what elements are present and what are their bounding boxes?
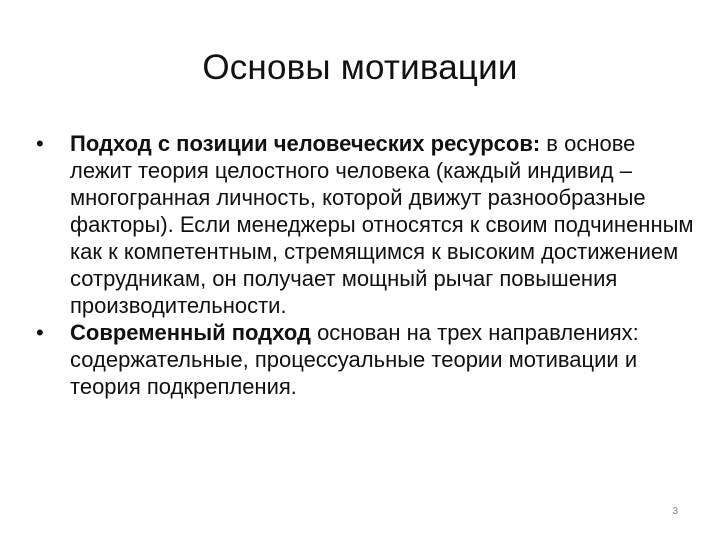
bullet-term: Современный подход (70, 320, 311, 345)
bullet-item-human-resources (36, 130, 696, 319)
slide-number: 3 (672, 506, 678, 517)
bullet-text: в основе лежит теория целостного человека (каждый индивид – многогранная личность, которой движут разнообразные факторы). Если менеджеры относятся к своим подчиненным как к компетентным, стремящимся к высоким достижением сотрудникам, он получает мощный рычаг повышения производительности. (70, 131, 694, 318)
slide-title: Основы мотивации (202, 48, 518, 87)
bullet-marker: • (36, 131, 44, 156)
bullet-term: Подход с позиции человеческих ресурсов: (70, 131, 541, 156)
bullet-list (36, 130, 696, 400)
bullet-item-modern-approach (36, 319, 696, 400)
bullet-marker: • (36, 320, 44, 345)
bullet-text: основан на трех направлениях: содержательные, процессуальные теории мотивации и теория подкрепления. (70, 320, 639, 399)
